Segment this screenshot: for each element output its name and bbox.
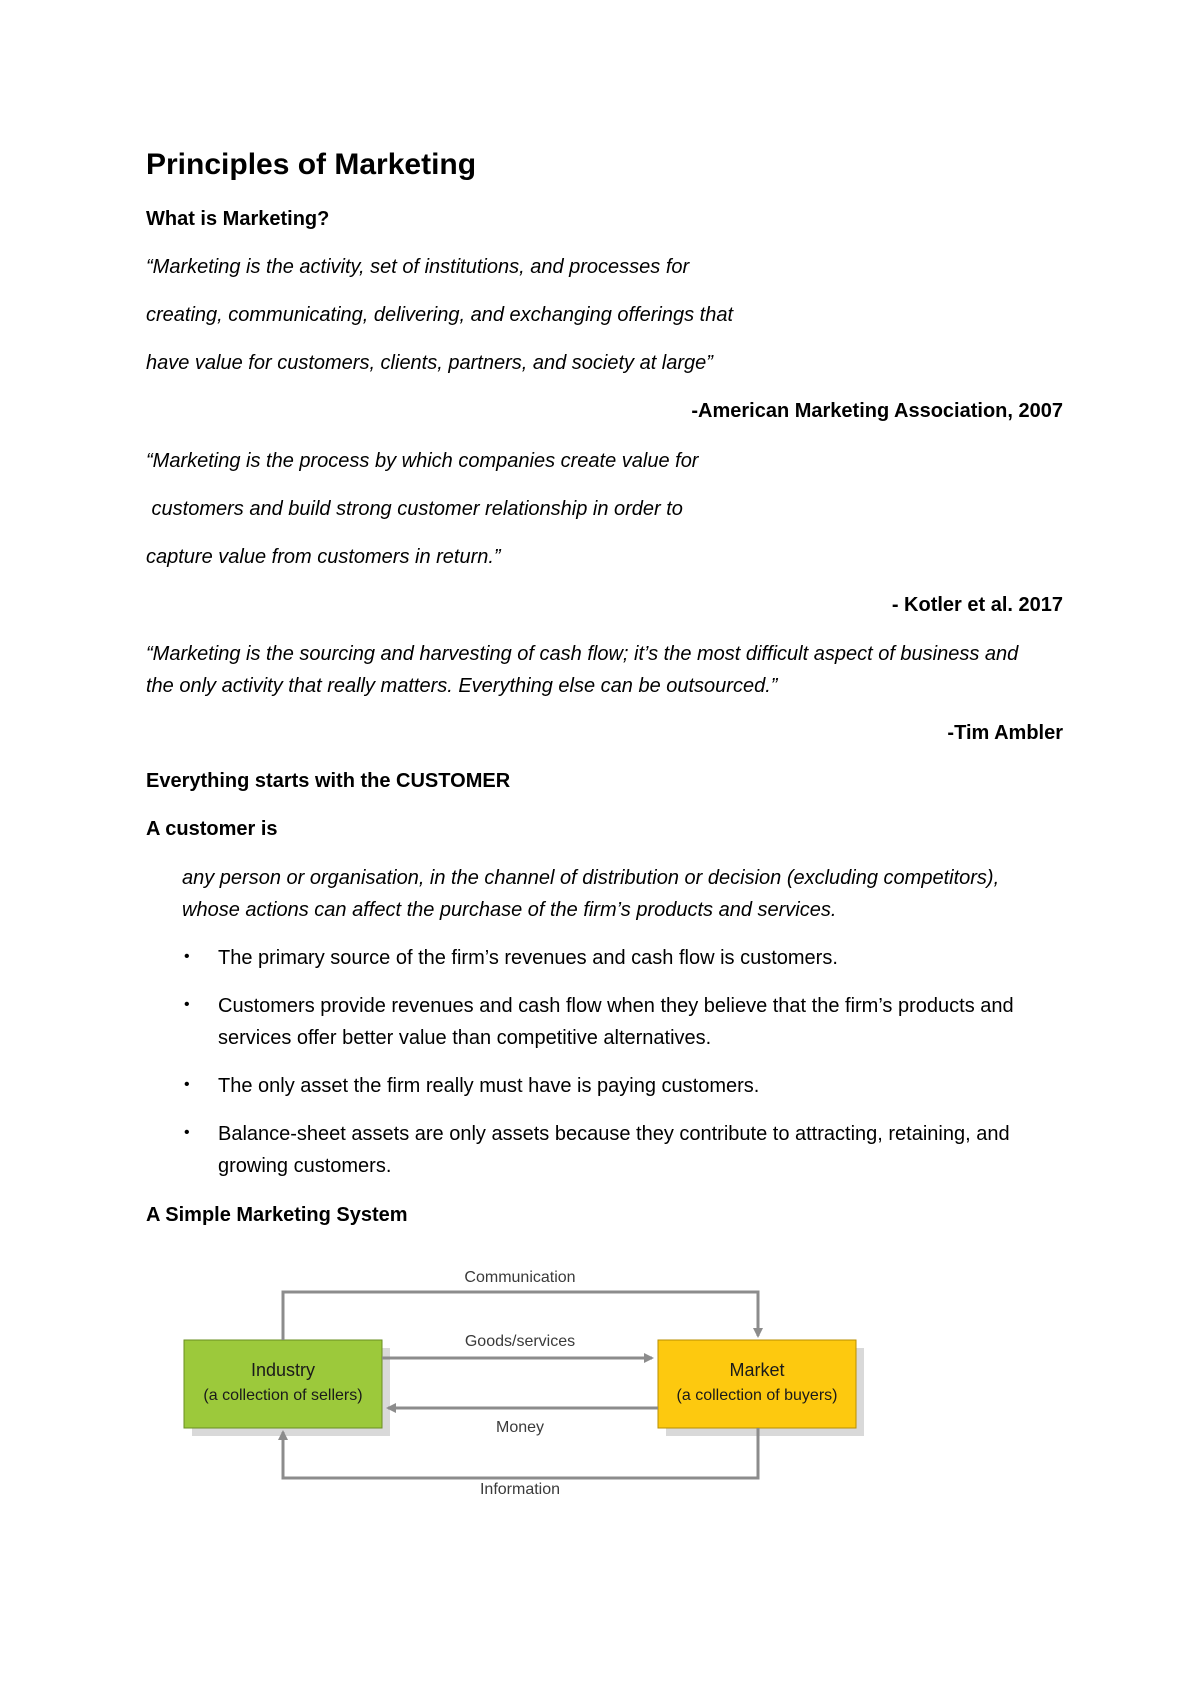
bullet-marker: • — [184, 1124, 190, 1141]
quote-kotler-line-2: customers and build strong customer relationship in order to — [146, 498, 683, 520]
quote-ama-line-2: creating, communicating, delivering, and exchanging offerings that — [146, 304, 734, 326]
bullet-marker: • — [184, 1076, 190, 1093]
customer-definition: any person or organisation, in the channel of distribution or decision (excluding competitors), whose actions can affect the purchase of the firm’s products and services. — [182, 867, 1000, 921]
market-title: Market — [729, 1360, 785, 1380]
bullet-item: The only asset the firm really must have is paying customers. — [218, 1075, 760, 1097]
quote-kotler-line-1: “Marketing is the process by which companies create value for — [146, 450, 699, 472]
bullet-item: The primary source of the firm’s revenues and cash flow is customers. — [218, 947, 838, 969]
heading-what-is-marketing: What is Marketing? — [146, 208, 330, 230]
bullet-item: Balance-sheet assets are only assets because they contribute to attracting, retaining, and growing customers. — [218, 1123, 1010, 1177]
quote-ambler: “Marketing is the sourcing and harvesting of cash flow; it’s the most difficult aspect of business and the only activity that really matters. Everything else can be outsourced.” — [146, 643, 1019, 697]
bullet-item: Customers provide revenues and cash flow when they believe that the firm’s products and services offer better value than competitive alternatives. — [218, 995, 1014, 1049]
market-box — [658, 1340, 856, 1428]
heading-a-customer-is: A customer is — [146, 818, 278, 840]
heading-customer: Everything starts with the CUSTOMER — [146, 770, 511, 792]
attribution-ama: -American Marketing Association, 2007 — [691, 400, 1063, 422]
communication-label: Communication — [464, 1269, 576, 1286]
bullet-marker: • — [184, 996, 190, 1013]
goods-services-label: Goods/services — [464, 1333, 576, 1350]
heading-simple-marketing-system: A Simple Marketing System — [146, 1204, 408, 1226]
market-subtitle: (a collection of buyers) — [676, 1387, 838, 1404]
money-label: Money — [495, 1419, 545, 1436]
attribution-kotler: - Kotler et al. 2017 — [891, 594, 1063, 616]
quote-kotler-line-3: capture value from customers in return.” — [146, 546, 501, 568]
industry-subtitle: (a collection of sellers) — [203, 1387, 363, 1404]
industry-title: Industry — [250, 1360, 316, 1380]
quote-ama-line-3: have value for customers, clients, partners, and society at large” — [146, 352, 713, 374]
bullet-marker: • — [184, 948, 190, 965]
page-title: Principles of Marketing — [146, 148, 477, 181]
industry-box — [184, 1340, 382, 1428]
information-label: Information — [479, 1481, 561, 1498]
quote-ama-line-1: “Marketing is the activity, set of institutions, and processes for — [146, 256, 690, 278]
attribution-ambler: -Tim Ambler — [947, 722, 1063, 744]
